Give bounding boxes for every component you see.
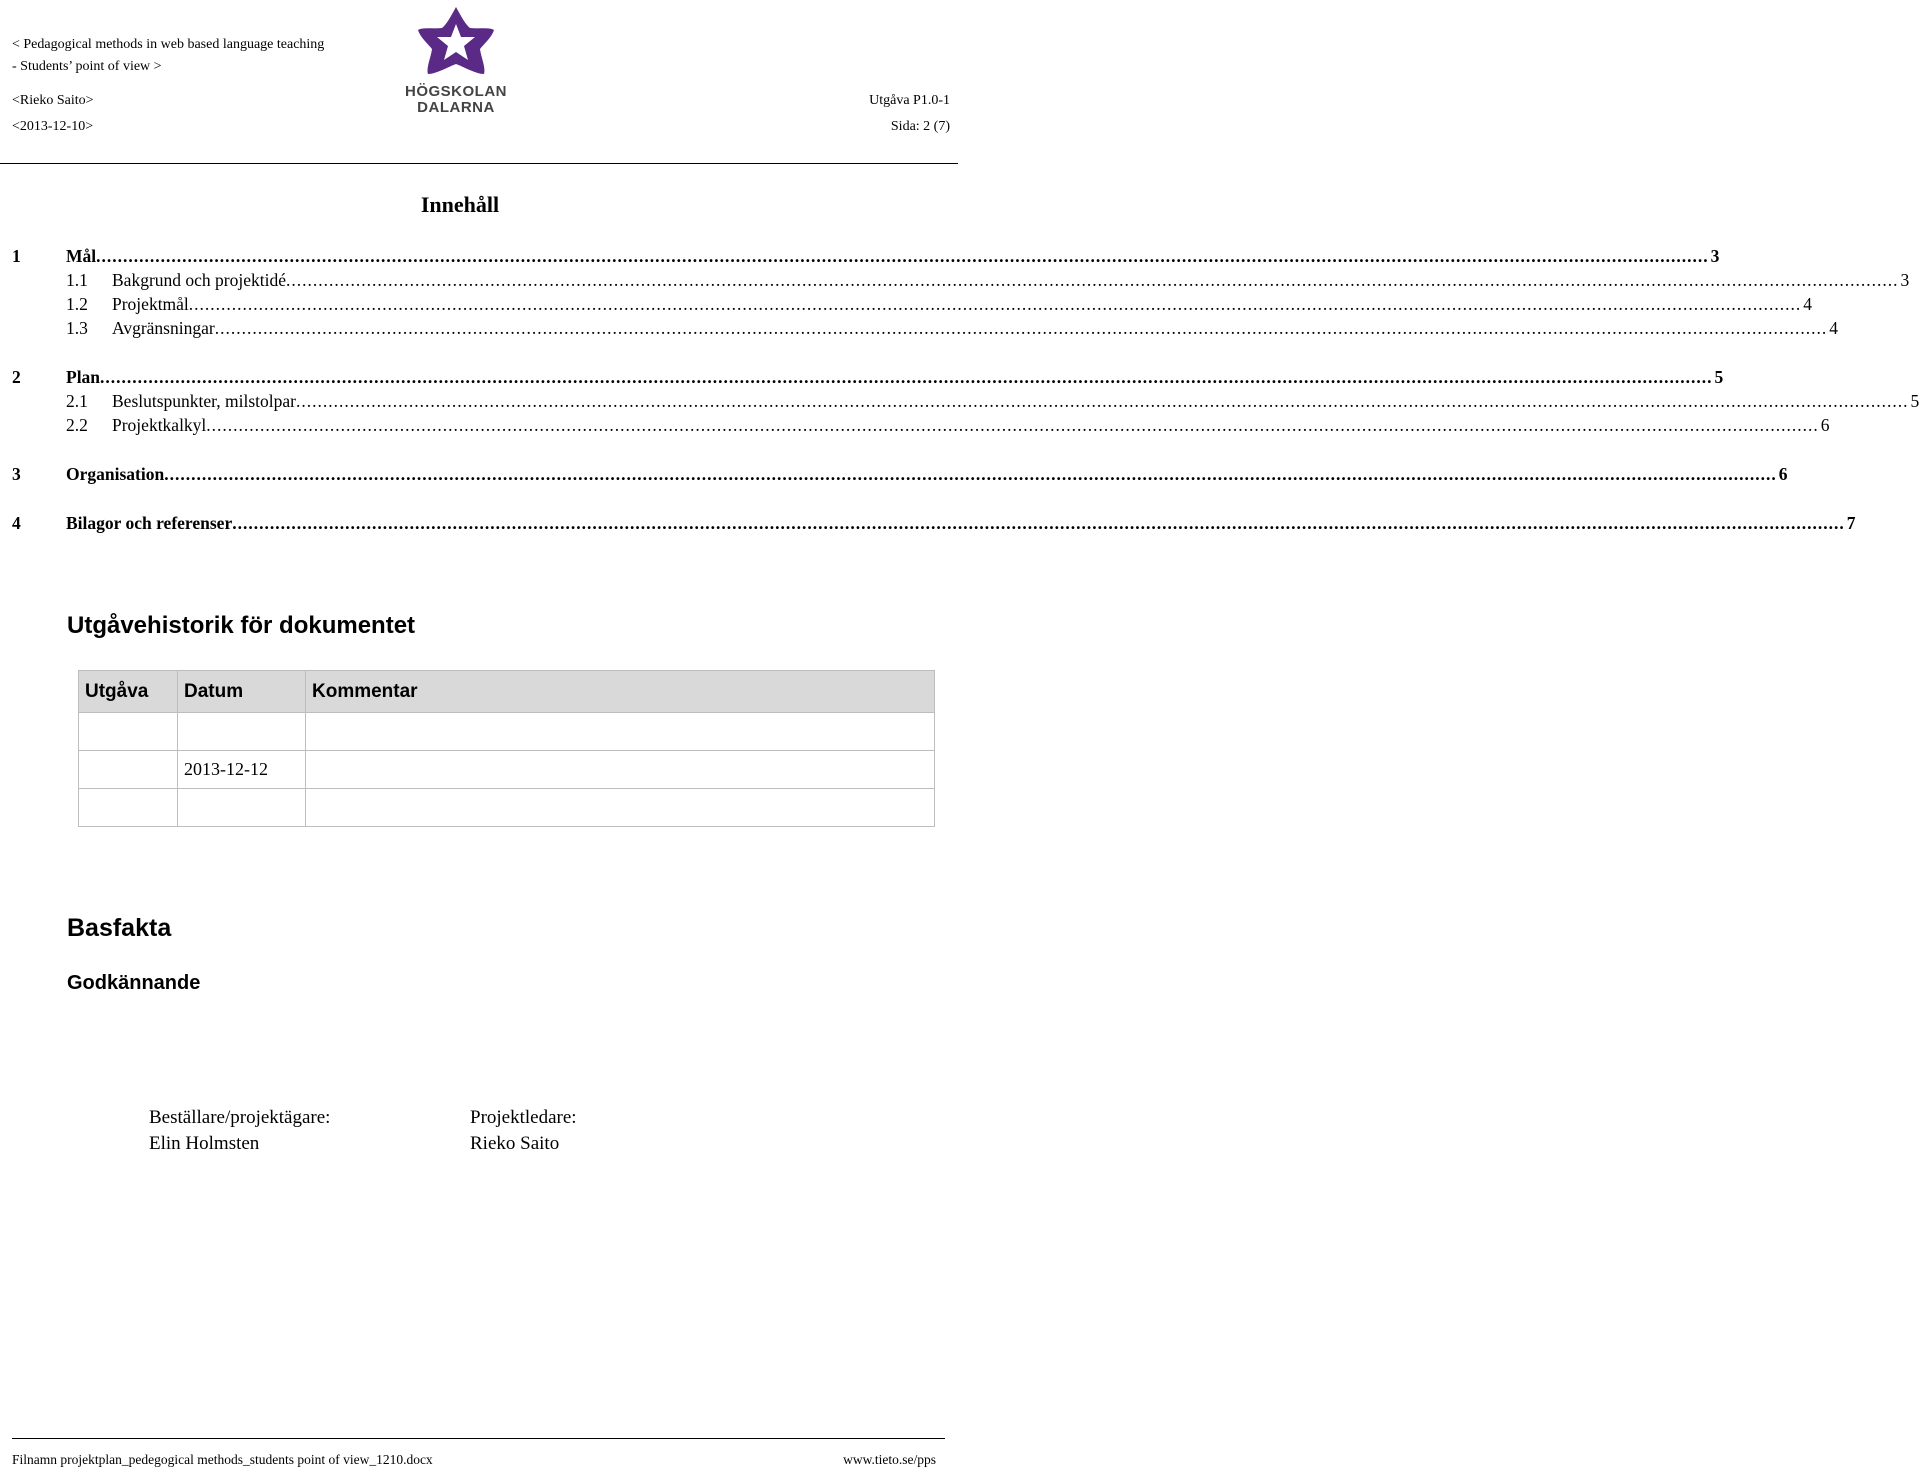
project-lead-block xyxy=(470,1105,577,1157)
toc-entry[interactable] xyxy=(12,365,1724,389)
footer-filename: Filnamn projektplan_pedegogical methods_students point of view_1210.docx xyxy=(12,1452,433,1467)
table-cell xyxy=(306,751,935,789)
table-cell xyxy=(306,713,935,751)
author-label: <Rieko Saito> xyxy=(12,93,94,108)
toc-leader-dots: ............................................................................................................................................................................................................................................................................................................ xyxy=(214,318,1828,338)
table-cell xyxy=(79,751,178,789)
version-history-table xyxy=(78,670,935,827)
toc-leader-dots: ............................................................................................................................................................................................................................................................................................................ xyxy=(100,367,1713,387)
version-label: Utgåva P1.0-1 xyxy=(869,93,950,108)
table-cell: 2013-12-12 xyxy=(178,751,306,789)
table-cell xyxy=(79,713,178,751)
toc-entry-page: 6 xyxy=(1778,464,1788,484)
header-left-meta xyxy=(12,88,94,140)
document-title-line2: - Students’ point of view > xyxy=(12,59,162,74)
table-cell xyxy=(79,789,178,827)
toc-entry-number: 3 xyxy=(12,464,21,484)
toc-entry-number: 1.1 xyxy=(66,270,88,290)
table-header-row xyxy=(79,671,935,713)
column-header-version: Utgåva xyxy=(79,671,178,713)
toc-entry-title: Projektmål xyxy=(112,294,189,314)
owner-name: Elin Holmsten xyxy=(149,1133,260,1154)
toc-entry[interactable] xyxy=(12,244,1720,268)
toc-entry-number: 2 xyxy=(12,367,21,387)
toc-entry-title: Avgränsningar xyxy=(112,318,215,338)
table-row xyxy=(79,751,935,789)
table-of-contents xyxy=(12,244,1919,535)
toc-entry[interactable] xyxy=(12,511,1856,535)
header-right-meta xyxy=(869,88,950,140)
owner-label: Beställare/projektägare: xyxy=(149,1107,331,1128)
table-cell xyxy=(306,789,935,827)
hogskolan-dalarna-logo xyxy=(398,4,514,118)
project-lead-name: Rieko Saito xyxy=(470,1133,560,1154)
header-divider xyxy=(0,163,958,164)
history-heading: Utgåvehistorik för dokumentet xyxy=(67,612,416,639)
footer-url: www.tieto.se/pps xyxy=(843,1452,936,1467)
star-flower-icon xyxy=(398,4,514,84)
logo-text-line1: HÖGSKOLAN xyxy=(405,83,507,100)
column-header-date: Datum xyxy=(178,671,306,713)
toc-entry-title: Plan xyxy=(66,367,101,387)
basfakta-heading: Basfakta xyxy=(67,914,172,942)
toc-leader-dots: ............................................................................................................................................................................................................................................................................................................ xyxy=(296,391,1909,411)
toc-entry-number: 2.1 xyxy=(66,391,88,411)
toc-leader-dots: ............................................................................................................................................................................................................................................................................................................ xyxy=(232,513,1845,533)
toc-entry-number: 1.3 xyxy=(66,318,88,338)
toc-entry-page: 5 xyxy=(1714,367,1724,387)
project-lead-label: Projektledare: xyxy=(470,1107,577,1128)
toc-entry[interactable] xyxy=(12,292,1813,316)
toc-entry-page: 7 xyxy=(1846,513,1856,533)
toc-leader-dots: ............................................................................................................................................................................................................................................................................................................ xyxy=(188,294,1802,314)
toc-entry-title: Mål xyxy=(66,246,97,266)
toc-entry-page: 3 xyxy=(1710,246,1720,266)
toc-entry-number: 4 xyxy=(12,513,21,533)
document-title-line1: < Pedagogical methods in web based language teaching xyxy=(12,37,325,52)
column-header-comment: Kommentar xyxy=(306,671,935,713)
table-cell xyxy=(178,789,306,827)
toc-entry[interactable] xyxy=(12,268,1910,292)
toc-entry-page: 5 xyxy=(1910,391,1919,411)
toc-entry-number: 2.2 xyxy=(66,415,88,435)
footer-divider xyxy=(12,1438,945,1439)
toc-heading: Innehåll xyxy=(420,192,500,217)
toc-entry-page: 4 xyxy=(1829,318,1838,338)
toc-entry-page: 6 xyxy=(1820,415,1830,435)
approval-subheading: Godkännande xyxy=(67,972,201,994)
toc-entry-page: 4 xyxy=(1803,294,1813,314)
toc-entry-number: 1.2 xyxy=(66,294,88,314)
logo-text-line2: DALARNA xyxy=(417,99,495,116)
toc-leader-dots: ............................................................................................................................................................................................................................................................................................................ xyxy=(285,270,1899,290)
page-number-label: Sida: 2 (7) xyxy=(890,119,950,134)
toc-entry-title: Bilagor och referenser xyxy=(66,513,233,533)
document-title xyxy=(12,34,324,78)
toc-entry-page: 3 xyxy=(1900,270,1910,290)
toc-entry[interactable] xyxy=(12,462,1788,486)
toc-entry-title: Organisation xyxy=(66,464,165,484)
toc-leader-dots: ............................................................................................................................................................................................................................................................................................................ xyxy=(206,415,1819,435)
toc-entry[interactable] xyxy=(12,316,1838,340)
toc-entry-title: Bakgrund och projektidé xyxy=(112,270,286,290)
toc-leader-dots: ............................................................................................................................................................................................................................................................................................................ xyxy=(164,464,1777,484)
toc-entry-title: Projektkalkyl xyxy=(112,415,207,435)
table-row xyxy=(79,789,935,827)
toc-leader-dots: ............................................................................................................................................................................................................................................................................................................ xyxy=(96,246,1709,266)
toc-entry-title: Beslutspunkter, milstolpar xyxy=(112,391,297,411)
toc-entry-number: 1 xyxy=(12,246,21,266)
date-label: <2013-12-10> xyxy=(12,119,94,134)
table-row xyxy=(79,713,935,751)
toc-entry[interactable] xyxy=(12,413,1830,437)
owner-block xyxy=(149,1105,330,1157)
toc-entry[interactable] xyxy=(12,389,1919,413)
table-cell xyxy=(178,713,306,751)
